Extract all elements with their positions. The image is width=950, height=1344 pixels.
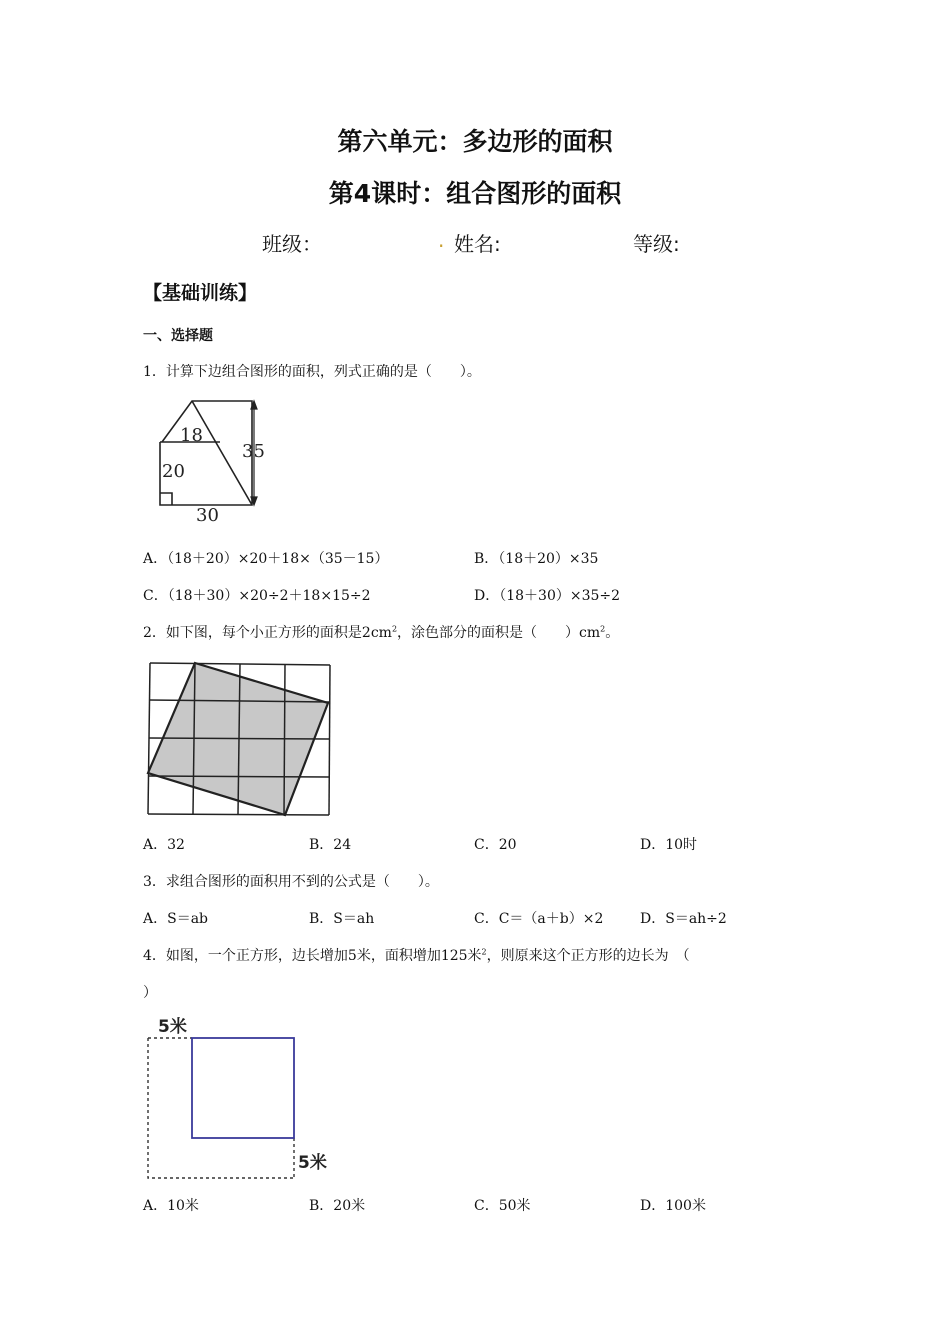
q1-label-bottom: 30 bbox=[196, 505, 219, 526]
name-label: 姓名: bbox=[454, 232, 501, 256]
separator-dot: . bbox=[438, 228, 445, 252]
q2-text-after: 。 bbox=[605, 625, 620, 641]
q2-sup-1: 2 bbox=[391, 624, 398, 634]
question-1-text: 1．计算下边组合图形的面积，列式正确的是（ ）。 bbox=[143, 364, 481, 380]
q4-option-d[interactable]: D．100米 bbox=[640, 1198, 706, 1214]
q4-label-right: 5米 bbox=[298, 1153, 327, 1173]
q3-option-b[interactable]: B．S＝ah bbox=[309, 911, 375, 927]
q4-label-top: 5米 bbox=[158, 1017, 187, 1037]
q1-option-d[interactable]: D．（18＋30）×35÷2 bbox=[474, 588, 621, 604]
q4-option-a[interactable]: A．10米 bbox=[143, 1198, 199, 1214]
q1-label-left: 20 bbox=[162, 461, 185, 482]
section-title: 【基础训练】 bbox=[143, 282, 258, 304]
question-4-text bbox=[143, 945, 690, 965]
q1-label-right: 35 bbox=[242, 441, 265, 462]
q1-figure bbox=[150, 395, 280, 525]
q2-option-a[interactable]: A．32 bbox=[143, 837, 185, 853]
q4-square-figure bbox=[140, 1012, 340, 1182]
q4-option-c[interactable]: C．50米 bbox=[474, 1198, 531, 1214]
question-3-text: 3．求组合图形的面积用不到的公式是（ ）。 bbox=[143, 874, 439, 890]
q4-text-after: ，则原来这个正方形的边长为 （ bbox=[486, 948, 690, 964]
q2-option-b[interactable]: B．24 bbox=[309, 837, 352, 853]
q1-option-a[interactable]: A．（18＋20）×20＋18×（35－15） bbox=[143, 551, 389, 567]
grade-label: 等级: bbox=[633, 232, 680, 256]
q4-option-b[interactable]: B．20米 bbox=[309, 1198, 366, 1214]
q2-option-d[interactable]: D．10时 bbox=[640, 837, 698, 853]
q2-grid-figure bbox=[145, 660, 335, 820]
q2-sup-2: 2 bbox=[600, 624, 606, 634]
question-4-text-line2: ） bbox=[143, 985, 157, 1001]
lesson-title: 第4课时：组合图形的面积 bbox=[328, 179, 622, 208]
q4-text-before: 4．如图，一个正方形，边长增加5米，面积增加125米 bbox=[143, 948, 482, 964]
q3-option-d[interactable]: D．S＝ah÷2 bbox=[640, 911, 727, 927]
q2-option-c[interactable]: C．20 bbox=[474, 837, 517, 853]
class-label: 班级： bbox=[262, 232, 322, 256]
question-2-text bbox=[143, 622, 619, 642]
q1-option-b[interactable]: B．（18＋20）×35 bbox=[474, 551, 599, 567]
q1-label-top: 18 bbox=[180, 425, 203, 446]
q1-option-c[interactable]: C．（18＋30）×20÷2＋18×15÷2 bbox=[143, 588, 371, 604]
q2-text-middle: ，涂色部分的面积是（ ）cm bbox=[397, 625, 601, 641]
q3-option-a[interactable]: A．S＝ab bbox=[143, 911, 209, 927]
unit-title: 第六单元：多边形的面积 bbox=[337, 127, 613, 156]
q4-sup: 2 bbox=[481, 947, 487, 957]
q3-option-c[interactable]: C．C＝（a＋b）×2 bbox=[474, 911, 604, 927]
q2-text-before: 2．如下图，每个小正方形的面积是2cm bbox=[143, 625, 392, 641]
section-subtitle: 一、选择题 bbox=[143, 328, 213, 344]
